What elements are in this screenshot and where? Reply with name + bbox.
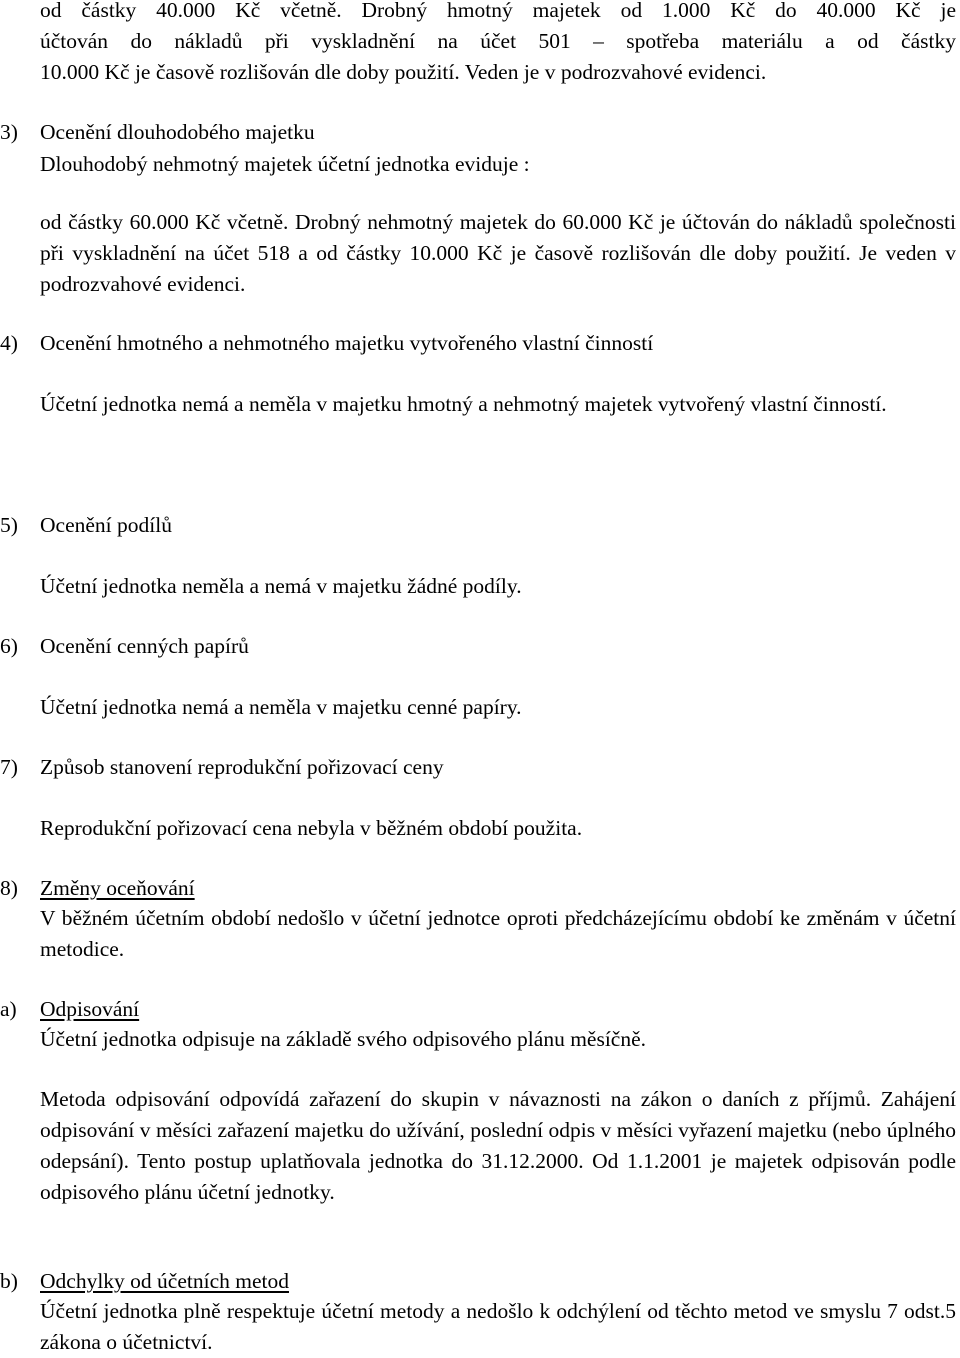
section-a-title: Odpisování [40,997,140,1021]
intro-line-1: od částky 40.000 Kč včetně. Drobný hmotný majetek od 1.000 Kč do 40.000 Kč je [40,0,956,22]
section-b-body: Účetní jednotka plně respektuje účetní metody a nedošlo k odchýlení od těchto metod ve smyslu 7 odst.5 zákona o účetnictví. [40,1299,956,1354]
section-7-body: Reprodukční pořizovací cena nebyla v běžném období použita. [40,816,583,840]
section-a-body-1: Účetní jednotka odpisuje na základě svého odpisového plánu měsíčně. [40,1027,647,1051]
section-b-title: Odchylky od účetních metod [40,1269,289,1293]
section-4-body: Účetní jednotka nemá a neměla v majetku hmotný a nehmotný majetek vytvořený vlastní činností. [40,392,887,416]
section-6-title: Ocenění cenných papírů [40,634,249,658]
section-4-number: 4) [0,331,18,355]
section-3-number: 3) [0,120,18,144]
section-4-title: Ocenění hmotného a nehmotného majetku vytvořeného vlastní činností [40,331,654,355]
section-6-body: Účetní jednotka nemá a neměla v majetku cenné papíry. [40,695,522,719]
section-6-number: 6) [0,634,18,658]
section-7-title: Způsob stanovení reprodukční pořizovací ceny [40,755,444,779]
section-3-title: Ocenění dlouhodobého majetku [40,120,315,144]
intro-line-3: 10.000 Kč je časově rozlišován dle doby použití. Veden je v podrozvahové evidenci. [40,60,767,84]
section-7-number: 7) [0,755,18,779]
section-8-number: 8) [0,876,18,900]
intro-paragraph [40,0,956,88]
section-b-number: b) [0,1269,18,1293]
section-3-subtitle: Dlouhodobý nehmotný majetek účetní jednotka eviduje : [40,152,530,176]
section-8-body: V běžném účetním období nedošlo v účetní jednotce oproti předcházejícímu období ke změnám v účetní metodice. [40,906,956,961]
section-5-title: Ocenění podílů [40,513,172,537]
section-5-number: 5) [0,513,18,537]
section-8-title: Změny oceňování [40,876,195,900]
intro-line-2: účtován do nákladů při vyskladnění na účet 501 – spotřeba materiálu a od částky [40,29,956,53]
section-5-body: Účetní jednotka neměla a nemá v majetku žádné podíly. [40,574,522,598]
section-a-number: a) [0,997,17,1021]
section-3-body: od částky 60.000 Kč včetně. Drobný nehmotný majetek do 60.000 Kč je účtován do nákladů společnosti při vyskladnění na účet 518 a od částky 10.000 Kč je časově rozlišován dle doby použití. Je veden v podrozvahové evidenci. [40,210,956,296]
section-a-body-2: Metoda odpisování odpovídá zařazení do skupin v návaznosti na zákon o daních z příjmů. Zahájení odpisování v měsíci zařazení majetku do užívání, poslední odpis v měsíci vyřazení majetku (nebo úplného odepsání). Tento postup uplatňovala jednotka do 31.12.2000. Od 1.1.2001 je majetek odpisován podle odpisového plánu účetní jednotky. [40,1087,956,1204]
